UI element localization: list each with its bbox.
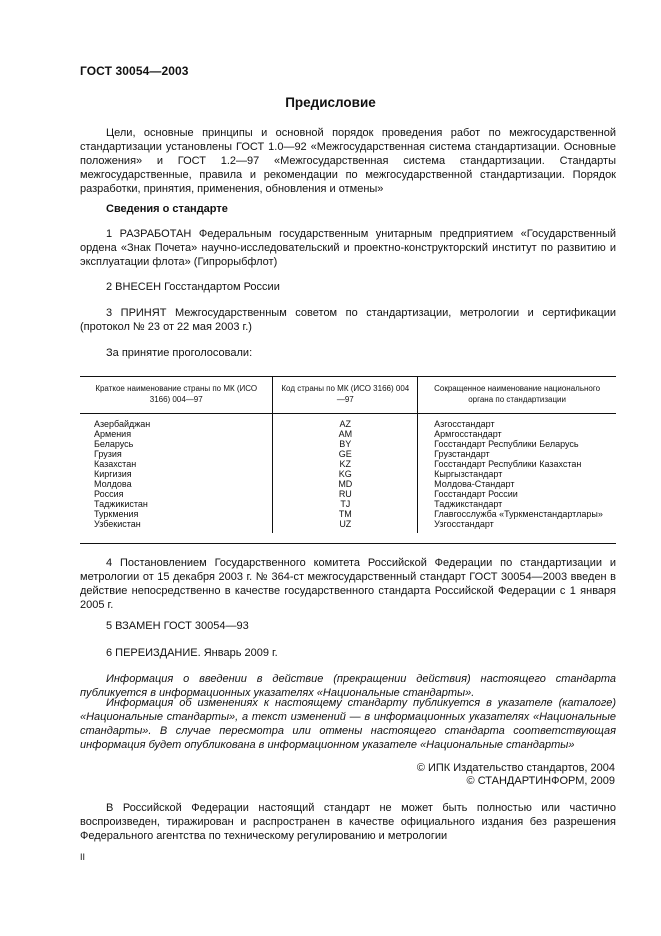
item-replaces: 5 ВЗАМЕН ГОСТ 30054—93 [106,620,249,632]
notice-changes: Информация об изменениях к настоящему стандарту публикуется в указателе (каталоге) «Национальные стандарты», а текст изменений — в информационных указателях «Национальные стандарты». В случае пересмотра или отмены настоящего стандарта соответствующая информация будет опубликована в информационном указателе «Национальные стандарты» [80,697,616,751]
country-code: RU [273,489,418,499]
column-header-country: Краткое наименование страны по МК (ИСО 3166) 004—97 [80,376,273,414]
page-number: II [80,852,86,862]
table-row [80,499,616,509]
table-row [80,429,616,439]
standards-body: Главгосслужба «Туркменстандартлары» [418,509,616,519]
table-row [80,479,616,489]
country-name: Молдова [94,479,132,489]
standards-body: Грузстандарт [418,449,616,459]
notice-introduction: Информация о введении в действие (прекращении действия) настоящего стандарта публикуется в информационных указателях «Национальные стандарты». [80,673,616,699]
standards-body: Узгосстандарт [418,519,616,533]
country-name: Армения [94,429,132,439]
country-code: AM [273,429,418,439]
table-row [80,519,616,533]
voting-countries-table [80,376,616,533]
column-header-body: Сокращенное наименование национального органа по стандартизации [418,376,616,414]
item-developed: 1 РАЗРАБОТАН Федеральным государственным унитарным предприятием «Государственный ордена «Знак Почета» научно-исследовательский и проектно-конструкторский институт по развитию и эксплуатации флота» (Гипрорыбфлот) [80,228,616,268]
country-name: Таджикистан [94,499,148,509]
column-header-code: Код страны по МК (ИСО 3166) 004—97 [273,376,418,414]
country-name: Туркмения [94,509,139,519]
page-title: Предисловие [285,95,376,110]
country-name: Казахстан [94,459,137,469]
standards-body: Госстандарт Республики Казахстан [418,459,616,469]
copyright-line-2: © СТАНДАРТИНФОРМ, 2009 [466,775,615,787]
standards-body: Таджикстандарт [418,499,616,509]
item-enacted: 4 Постановлением Государственного комитета Российской Федерации по стандартизации и метрологии от 15 декабря 2003 г. № 364-ст межгосударственный стандарт ГОСТ 30054—2003 введен в действие непосредственно в качестве государственного стандарта Российской Федерации с 1 января 2005 г. [80,557,616,611]
standards-body: Госстандарт Республики Беларусь [418,439,616,449]
standards-body: Молдова-Стандарт [418,479,616,489]
intro-paragraph: Цели, основные принципы и основной порядок проведения работ по межгосударственной стандартизации установлены ГОСТ 1.0—92 «Межгосударственная система стандартизации. Основные положения» и ГОСТ 1.2—97 «Межгосударственная система стандартизации. Стандарты межгосударственные, правила и рекомендации по межгосударственной стандартизации. Порядок разработки, принятия, применения, обновления и отмены» [80,127,616,195]
table-row [80,449,616,459]
country-code: UZ [273,519,418,533]
table-row [80,439,616,449]
country-code: TM [273,509,418,519]
country-code: KZ [273,459,418,469]
reproduction-notice: В Российской Федерации настоящий стандарт не может быть полностью или частично воспроизведен, тиражирован и распространен в качестве официального издания без разрешения Федерального агентства по техническому регулированию и метрологии [80,802,616,842]
country-name: Узбекистан [94,519,141,529]
table-row [80,489,616,499]
country-name: Грузия [94,449,122,459]
country-name: Беларусь [94,439,134,449]
country-code: GE [273,449,418,459]
item-adopted: 3 ПРИНЯТ Межгосударственным советом по стандартизации, метрологии и сертификации (протокол № 23 от 22 мая 2003 г.) [80,307,616,333]
standard-number: ГОСТ 30054—2003 [80,64,189,78]
table-row [80,459,616,469]
table-row [80,469,616,479]
country-code: TJ [273,499,418,509]
table-header-row [80,376,616,414]
info-heading: Сведения о стандарте [106,203,228,215]
country-code: MD [273,479,418,489]
table-row [80,509,616,519]
country-name: Азербайджан [94,419,151,429]
voted-label: За принятие проголосовали: [106,347,253,359]
country-code: BY [273,439,418,449]
standards-body: Кыргызстандарт [418,469,616,479]
country-code: AZ [273,414,418,430]
copyright-line-1: © ИПК Издательство стандартов, 2004 [416,762,615,774]
country-code: KG [273,469,418,479]
country-name: Киргизия [94,469,132,479]
standards-body: Армгосстандарт [418,429,616,439]
standards-body: Госстандарт России [418,489,616,499]
item-introduced: 2 ВНЕСЕН Госстандартом России [106,281,280,293]
item-reissue: 6 ПЕРЕИЗДАНИЕ. Январь 2009 г. [106,647,278,659]
table-row [80,414,616,430]
country-name: Россия [94,489,124,499]
standards-body: Азгосстандарт [418,414,616,430]
